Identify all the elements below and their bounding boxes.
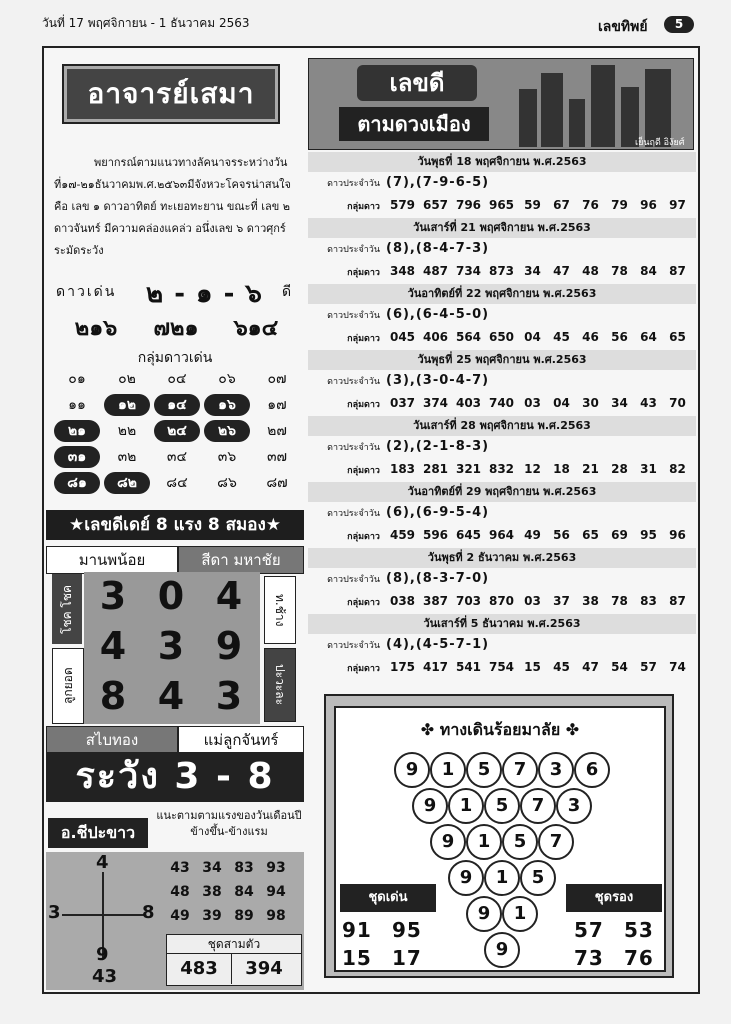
big-number: 3 — [157, 624, 185, 668]
chee-number: 38 — [202, 884, 222, 900]
page-number: 5 — [664, 16, 694, 33]
group-number: 281 — [422, 462, 449, 476]
daily-label: ดาวประจำวัน — [327, 575, 380, 585]
garland-ball: 9 — [430, 824, 466, 860]
pyramid-panel — [334, 706, 666, 972]
group-label: กลุ่มดาว — [347, 466, 380, 476]
draw-entry — [308, 284, 696, 350]
garland-ball: 3 — [538, 752, 574, 788]
daily-label: ดาวประจำวัน — [327, 245, 380, 255]
group-number: 045 — [389, 330, 416, 344]
star-number: ๐๗ — [267, 371, 287, 387]
pyramid-title: ✤ ทางเดินร้อยมาลัย ✤ — [420, 720, 580, 739]
draw-group-row — [308, 656, 696, 678]
chee-description: แนะตามตามแรงของวันเดือนปีข้างขึ้น-ข้างแรม — [156, 809, 302, 838]
group-number: 47 — [582, 660, 599, 674]
side-label-lukyot: ลูกยอด — [52, 648, 84, 724]
daily-value: (8),(8-3-7-0) — [386, 571, 490, 586]
group-number: 34 — [611, 396, 628, 410]
group-number: 754 — [488, 660, 515, 674]
group-number: 96 — [669, 528, 686, 542]
garland-ball: 1 — [466, 824, 502, 860]
secondary-set-label: ชุดรอง — [566, 884, 662, 912]
group-number: 57 — [640, 660, 657, 674]
issue-date: วันที่ 17 พฤศจิกายน - 1 ธันวาคม 2563 — [42, 16, 250, 30]
group-number: 965 — [488, 198, 515, 212]
group-number: 74 — [669, 660, 686, 674]
daily-value: (7),(7-9-6-5) — [386, 175, 490, 190]
right-title-main: เลขดี — [357, 65, 477, 101]
star-number: ๑๗ — [267, 397, 287, 413]
group-number: 78 — [611, 594, 628, 608]
group-number: 645 — [455, 528, 482, 542]
chee-number: 93 — [266, 860, 286, 876]
star-number: ๑๑ — [68, 397, 86, 413]
chee-number: 84 — [234, 884, 254, 900]
group-number: 03 — [524, 396, 541, 410]
group-number: 650 — [488, 330, 515, 344]
star-good: ดี — [282, 284, 292, 300]
side-label-pawala: ปะวะละ — [264, 648, 296, 722]
star-grid-row — [54, 446, 304, 472]
star-number: ๐๑ — [68, 371, 86, 387]
group-number: 175 — [389, 660, 416, 674]
star-number: ๘๗ — [266, 475, 288, 491]
side-label-chok: โชค โชค — [52, 574, 82, 644]
group-number: 34 — [524, 264, 541, 278]
group-number: 37 — [553, 594, 570, 608]
chee-number: 48 — [170, 884, 190, 900]
garland-ball: 3 — [556, 788, 592, 824]
caution-numbers: ระวัง 3 - 8 — [46, 752, 304, 802]
building-illustration — [519, 89, 537, 147]
big-number-grid — [84, 572, 260, 724]
garland-ball: 1 — [430, 752, 466, 788]
draw-schedule — [308, 152, 696, 680]
three-digit-1: 483 — [167, 954, 232, 984]
building-illustration — [569, 99, 585, 147]
group-number: 78 — [611, 264, 628, 278]
label-maelukjan: แม่ลูกจันทร์ — [178, 726, 304, 754]
group-number: 28 — [611, 462, 628, 476]
chee-number: 43 — [170, 860, 190, 876]
star-number: ๓๔ — [166, 449, 188, 465]
group-number: 406 — [422, 330, 449, 344]
group-number: 65 — [669, 330, 686, 344]
star-row — [56, 275, 302, 309]
group-number: 84 — [640, 264, 657, 278]
group-number: 59 — [524, 198, 541, 212]
group-number: 87 — [669, 264, 686, 278]
draw-daily-row — [308, 568, 696, 590]
building-illustration — [541, 73, 563, 147]
draw-entry — [308, 416, 696, 482]
draw-entry — [308, 152, 696, 218]
big-number: 4 — [157, 674, 185, 718]
garland-ball: 9 — [448, 860, 484, 896]
star-number: ๑๒ — [104, 394, 150, 416]
star-number: ๐๒ — [118, 371, 136, 387]
star-number: ๓๖ — [217, 449, 237, 465]
building-illustration — [591, 65, 615, 147]
group-number: 95 — [640, 528, 657, 542]
compass-south-2: 43 — [92, 966, 118, 987]
garland-ball: 5 — [466, 752, 502, 788]
big-number: 3 — [215, 674, 243, 718]
big-number: 3 — [99, 574, 127, 618]
draw-entry — [308, 218, 696, 284]
star-number: ๓๑ — [54, 446, 100, 468]
group-number: 832 — [488, 462, 515, 476]
garland-ball: 1 — [502, 896, 538, 932]
group-number: 45 — [553, 330, 570, 344]
secondary-pair: 76 — [624, 946, 654, 970]
group-number: 64 — [640, 330, 657, 344]
compass-horizontal-line — [62, 914, 146, 916]
right-title-box — [308, 58, 694, 150]
garland-ball: 1 — [484, 860, 520, 896]
side-label-thchang: ท.ช้าง — [264, 576, 296, 644]
draw-daily-row — [308, 370, 696, 392]
left-title: อาจารย์เสมา — [64, 66, 278, 122]
group-number: 870 — [488, 594, 515, 608]
daily-label: ดาวประจำวัน — [327, 641, 380, 651]
chee-number: 39 — [202, 908, 222, 924]
draw-date: วันพุธที่ 25 พฤศจิกายน พ.ศ.2563 — [308, 350, 696, 370]
draw-date: วันพุธที่ 18 พฤศจิกายน พ.ศ.2563 — [308, 152, 696, 172]
draw-entry — [308, 614, 696, 680]
chee-grid-row — [164, 884, 302, 908]
draw-daily-row — [308, 238, 696, 260]
group-number: 564 — [455, 330, 482, 344]
group-number: 49 — [524, 528, 541, 542]
star-numbers: ๒ - ๑ - ๖ — [146, 279, 263, 309]
chee-number: 94 — [266, 884, 286, 900]
group-number: 04 — [553, 396, 570, 410]
draw-daily-row — [308, 304, 696, 326]
star-grid-row — [54, 368, 304, 394]
group-number: 43 — [640, 396, 657, 410]
star-number: ๒๑ — [54, 420, 100, 442]
three-digit-set — [166, 934, 302, 986]
secondary-pair: 73 — [574, 946, 604, 970]
three-digit-title: ชุดสามตัว — [167, 935, 301, 954]
group-number: 47 — [553, 264, 570, 278]
star-number: ๘๒ — [104, 472, 150, 494]
daily-value: (2),(2-1-8-3) — [386, 439, 490, 454]
star-number: ๘๔ — [166, 475, 188, 491]
group-number: 403 — [455, 396, 482, 410]
right-column — [306, 50, 698, 990]
group-label: กลุ่มดาว — [347, 334, 380, 344]
star-number: ๑๔ — [154, 394, 200, 416]
group-number: 04 — [524, 330, 541, 344]
star-number: ๓๗ — [266, 449, 288, 465]
group-number: 83 — [640, 594, 657, 608]
right-title-sub: ตามดวงเมือง — [339, 107, 489, 141]
draw-group-row — [308, 458, 696, 480]
daily-label: ดาวประจำวัน — [327, 377, 380, 387]
garland-ball: 9 — [394, 752, 430, 788]
group-label: กลุ่มดาว — [347, 202, 380, 212]
intro-paragraph: พยากรณ์ตามแนวทางลัคนาจรระหว่างวันที่๑๗-๒๑ธันวาคมพ.ศ.๒๕๖๓มีจังหวะโคจรน่าสนใจ คือ เลข ๑ ดาวอาทิตย์ ทะเยอทะยาน ขณะที่ เลข ๒ ดาวจันทร์ มีความคล่องแคล่ว อนึ่งเลข ๖ ดาวศุกร์ ระมัดระวัง — [54, 156, 291, 257]
draw-daily-row — [308, 502, 696, 524]
big-number: 4 — [99, 624, 127, 668]
draw-entry — [308, 350, 696, 416]
star-number: ๒๖ — [204, 420, 250, 442]
draw-date: วันเสาร์ที่ 5 ธันวาคม พ.ศ.2563 — [308, 614, 696, 634]
star-number: ๐๖ — [218, 371, 236, 387]
group-number: 96 — [640, 198, 657, 212]
group-number: 417 — [422, 660, 449, 674]
group-number: 459 — [389, 528, 416, 542]
group-number: 67 — [553, 198, 570, 212]
draw-date: วันอาทิตย์ที่ 22 พฤศจิกายน พ.ศ.2563 — [308, 284, 696, 304]
group-number: 703 — [455, 594, 482, 608]
group-number: 657 — [422, 198, 449, 212]
group-label: กลุ่มดาว — [347, 268, 380, 278]
chee-grid-row — [164, 908, 302, 932]
garland-ball: 7 — [520, 788, 556, 824]
group-number: 038 — [389, 594, 416, 608]
group-number: 46 — [582, 330, 599, 344]
group-label: กลุ่มดาว — [347, 598, 380, 608]
draw-group-row — [308, 590, 696, 612]
garland-ball: 9 — [412, 788, 448, 824]
group-number: 374 — [422, 396, 449, 410]
big-number: 8 — [99, 674, 127, 718]
triple-2: ๗๒๑ — [153, 316, 199, 341]
group-number: 97 — [669, 198, 686, 212]
star-number: ๑๖ — [204, 394, 250, 416]
draw-group-row — [308, 194, 696, 216]
chee-number: 89 — [234, 908, 254, 924]
group-number: 03 — [524, 594, 541, 608]
big-number: 0 — [157, 574, 185, 618]
group-number: 740 — [488, 396, 515, 410]
draw-group-row — [308, 524, 696, 546]
highlight-pair: 91 — [342, 918, 372, 942]
compass-east: 8 — [142, 902, 155, 923]
garland-ball: 7 — [502, 752, 538, 788]
daily-label: ดาวประจำวัน — [327, 509, 380, 519]
daily-value: (3),(3-0-4-7) — [386, 373, 490, 388]
big-number: 4 — [215, 574, 243, 618]
left-column — [46, 50, 304, 990]
group-number: 037 — [389, 396, 416, 410]
chee-number: 34 — [202, 860, 222, 876]
star-number: ๘๑ — [54, 472, 100, 494]
daily-value: (6),(6-4-5-0) — [386, 307, 490, 322]
draw-group-row — [308, 392, 696, 414]
group-number: 56 — [611, 330, 628, 344]
draw-group-row — [308, 260, 696, 282]
star-group-grid — [54, 368, 304, 498]
star-number: ๒๔ — [154, 420, 200, 442]
group-number: 579 — [389, 198, 416, 212]
group-number: 48 — [582, 264, 599, 278]
dday-banner: ★เลขดีเดย์ 8 แรง 8 สมอง★ — [46, 510, 304, 540]
group-number: 796 — [455, 198, 482, 212]
star-number: ๐๔ — [167, 371, 187, 387]
big-number: 9 — [215, 624, 243, 668]
author-credit: เย็นฤดี อิงัยศ์ — [635, 138, 685, 148]
star-grid-row — [54, 472, 304, 498]
group-number: 70 — [669, 396, 686, 410]
triple-1: ๒๑๖ — [74, 316, 118, 341]
group-number: 45 — [553, 660, 570, 674]
label-manop: มานพน้อย — [46, 546, 178, 574]
draw-daily-row — [308, 436, 696, 458]
group-number: 56 — [553, 528, 570, 542]
group-number: 82 — [669, 462, 686, 476]
star-number: ๓๒ — [117, 449, 137, 465]
group-number: 38 — [582, 594, 599, 608]
draw-date: วันเสาร์ที่ 21 พฤศจิกายน พ.ศ.2563 — [308, 218, 696, 238]
garland-ball: 5 — [484, 788, 520, 824]
draw-entry — [308, 482, 696, 548]
group-number: 348 — [389, 264, 416, 278]
group-number: 76 — [582, 198, 599, 212]
group-number: 541 — [455, 660, 482, 674]
group-number: 65 — [582, 528, 599, 542]
group-number: 183 — [389, 462, 416, 476]
garland-ball: 5 — [502, 824, 538, 860]
triple-numbers — [56, 310, 302, 345]
group-number: 87 — [669, 594, 686, 608]
secondary-pair: 53 — [624, 918, 654, 942]
star-grid-row — [54, 394, 304, 420]
garland-ball: 6 — [574, 752, 610, 788]
pyramid-box — [324, 694, 674, 978]
daily-value: (8),(8-4-7-3) — [386, 241, 490, 256]
daily-label: ดาวประจำวัน — [327, 443, 380, 453]
three-digit-2: 394 — [245, 958, 283, 979]
group-number: 873 — [488, 264, 515, 278]
compass-south: 9 — [96, 944, 109, 965]
group-number: 21 — [582, 462, 599, 476]
star-grid-row — [54, 420, 304, 446]
compass-west: 3 — [48, 902, 61, 923]
group-number: 31 — [640, 462, 657, 476]
highlight-pair: 15 — [342, 946, 372, 970]
group-number: 734 — [455, 264, 482, 278]
group-number: 18 — [553, 462, 570, 476]
group-label: กลุ่มดาว — [347, 664, 380, 674]
highlight-pair: 95 — [392, 918, 422, 942]
group-label: กลุ่มดาว — [347, 532, 380, 542]
star-number: ๘๖ — [217, 475, 237, 491]
group-number: 54 — [611, 660, 628, 674]
group-number: 12 — [524, 462, 541, 476]
group-label: กลุ่มดาว — [347, 400, 380, 410]
group-number: 596 — [422, 528, 449, 542]
daily-label: ดาวประจำวัน — [327, 311, 380, 321]
magazine-brand: เลขทิพย์ — [598, 19, 648, 35]
group-number: 79 — [611, 198, 628, 212]
draw-entry — [308, 548, 696, 614]
group-number: 964 — [488, 528, 515, 542]
garland-ball: 7 — [538, 824, 574, 860]
label-sabaithong: สไบทอง — [46, 726, 178, 754]
label-seeda: สีดา มหาชัย — [178, 546, 304, 574]
draw-date: วันอาทิตย์ที่ 29 พฤศจิกายน พ.ศ.2563 — [308, 482, 696, 502]
draw-daily-row — [308, 172, 696, 194]
chee-number-grid — [164, 860, 302, 932]
daily-value: (4),(4-5-7-1) — [386, 637, 490, 652]
group-number: 387 — [422, 594, 449, 608]
group-title: กลุ่มดาวเด่น — [137, 350, 213, 366]
garland-ball: 1 — [448, 788, 484, 824]
highlight-set-label: ชุดเด่น — [340, 884, 436, 912]
garland-ball: 9 — [466, 896, 502, 932]
draw-date: วันพุธที่ 2 ธันวาคม พ.ศ.2563 — [308, 548, 696, 568]
draw-group-row — [308, 326, 696, 348]
lucky-number-box — [46, 544, 304, 758]
star-label: ดาวเด่น — [56, 284, 117, 300]
star-number: ๒๒ — [117, 423, 137, 439]
group-number: 487 — [422, 264, 449, 278]
secondary-pair: 57 — [574, 918, 604, 942]
daily-label: ดาวประจำวัน — [327, 179, 380, 189]
group-number: 321 — [455, 462, 482, 476]
group-number: 15 — [524, 660, 541, 674]
highlight-pair: 17 — [392, 946, 422, 970]
chee-title: อ.ชีปะขาว — [48, 818, 148, 848]
compass-box — [46, 852, 304, 990]
garland-ball: 5 — [520, 860, 556, 896]
chee-number: 49 — [170, 908, 190, 924]
star-number: ๒๗ — [267, 423, 287, 439]
draw-date: วันเสาร์ที่ 28 พฤศจิกายน พ.ศ.2563 — [308, 416, 696, 436]
garland-ball: 9 — [484, 932, 520, 968]
triple-3: ๖๑๔ — [233, 316, 279, 341]
group-number: 69 — [611, 528, 628, 542]
group-number: 30 — [582, 396, 599, 410]
draw-daily-row — [308, 634, 696, 656]
chee-number: 83 — [234, 860, 254, 876]
page-frame — [42, 46, 700, 994]
daily-value: (6),(6-9-5-4) — [386, 505, 490, 520]
chee-grid-row — [164, 860, 302, 884]
compass-north: 4 — [96, 852, 109, 873]
chee-number: 98 — [266, 908, 286, 924]
